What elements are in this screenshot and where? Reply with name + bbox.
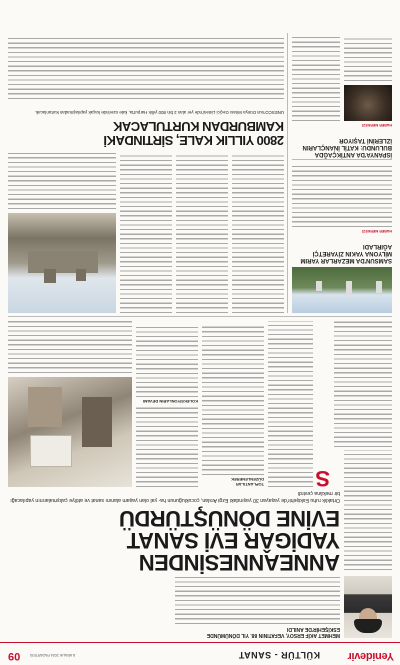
second-headline-line-1: 2800 YILLIK KALE, SİRTINDAKİ: [103, 133, 284, 148]
main-col-5: [8, 321, 132, 373]
subhead-a: TOPLANTILAR DÜZENLENEREK: [231, 477, 264, 487]
side-story-1: [292, 163, 392, 313]
headline-line-2: YADİGÂR EVİ SANAT: [127, 528, 340, 553]
headline-line-3: EVİNE DÖNÜŞTÜRDÜ: [119, 506, 340, 531]
main-story-body: [8, 321, 392, 491]
subhead-b: KOLEKSİYONLARIN DEVAMI: [142, 399, 198, 404]
interior-photo: [8, 377, 132, 487]
side-story-2-headline: İSPANYA'DA ANTİKÇAĞDA BULUNDU: KATİL İNANÇLARIN İZLERİNİ TAŞIYOR: [302, 137, 392, 157]
publication-logo: Yenidevir: [347, 650, 394, 662]
main-col-3: [202, 321, 264, 487]
second-lower-body: [8, 37, 284, 99]
page-number: 09: [8, 650, 21, 662]
second-col-3: [120, 153, 172, 313]
main-kicker: MEHMET AKİF ERSOY, VEFATININ 88. YIL DÖNÜMÜNDE ESKİŞEHİR'DE ANILDI: [206, 626, 340, 638]
issue-date: 8 ARALIK 2024 PAZARTESİ: [30, 653, 76, 657]
main-col-2: [268, 321, 330, 491]
headline-line-1: ANNEANNESİNDEN: [139, 550, 340, 575]
side-story-1-byline: HABER MERKEZİ: [362, 229, 392, 233]
side-divider: [292, 159, 392, 160]
portrait-photo: [344, 576, 392, 638]
second-col-2: [176, 153, 228, 313]
second-col-4: [8, 153, 116, 209]
dropcap: S: [315, 466, 330, 491]
side-story-2: [292, 37, 392, 157]
main-col-1: [334, 321, 392, 447]
main-col-4: [136, 321, 198, 487]
section-title: KÜLTÜR - SANAT: [238, 650, 320, 660]
section-divider: [8, 316, 392, 317]
artifact-photo: [344, 85, 392, 121]
second-headline: [8, 119, 284, 147]
second-story: [8, 33, 284, 313]
main-deck: Ortaklık ruhu Eskişehir'de yaşayan 30 yaşındaki Ezgi Arslan, çocukluğunun ha- yal olan yaşam alanını sanat ve atölye çalışmalarının yapılacağı bir mekâna çevirdi: [10, 490, 340, 503]
second-headline-line-2: KAMBURDAN KURTULACAK: [113, 119, 284, 134]
page-header: [0, 642, 400, 665]
second-deck: UNESCO'nun Dünya Mirası Geçici Listesi'nde yer alan 2 bin 800 yıllık Harput'ta, kale üzerinde kaçak yapılaşmadan kurtarılacak.: [34, 110, 284, 115]
kicker-body: [175, 576, 340, 624]
side-story-2-byline: HABER MERKEZİ: [362, 123, 392, 127]
side-story-1-headline: SAMSUN'DA MEZARLAR YARIM MİLYONA YAKIN ZİYARETÇİ AĞIRLADI: [300, 243, 392, 263]
cemetery-photo: [292, 267, 392, 313]
second-col-1: [232, 153, 284, 313]
main-headline: [10, 507, 340, 573]
castle-photo: [8, 213, 116, 313]
column-divider: [287, 33, 288, 313]
